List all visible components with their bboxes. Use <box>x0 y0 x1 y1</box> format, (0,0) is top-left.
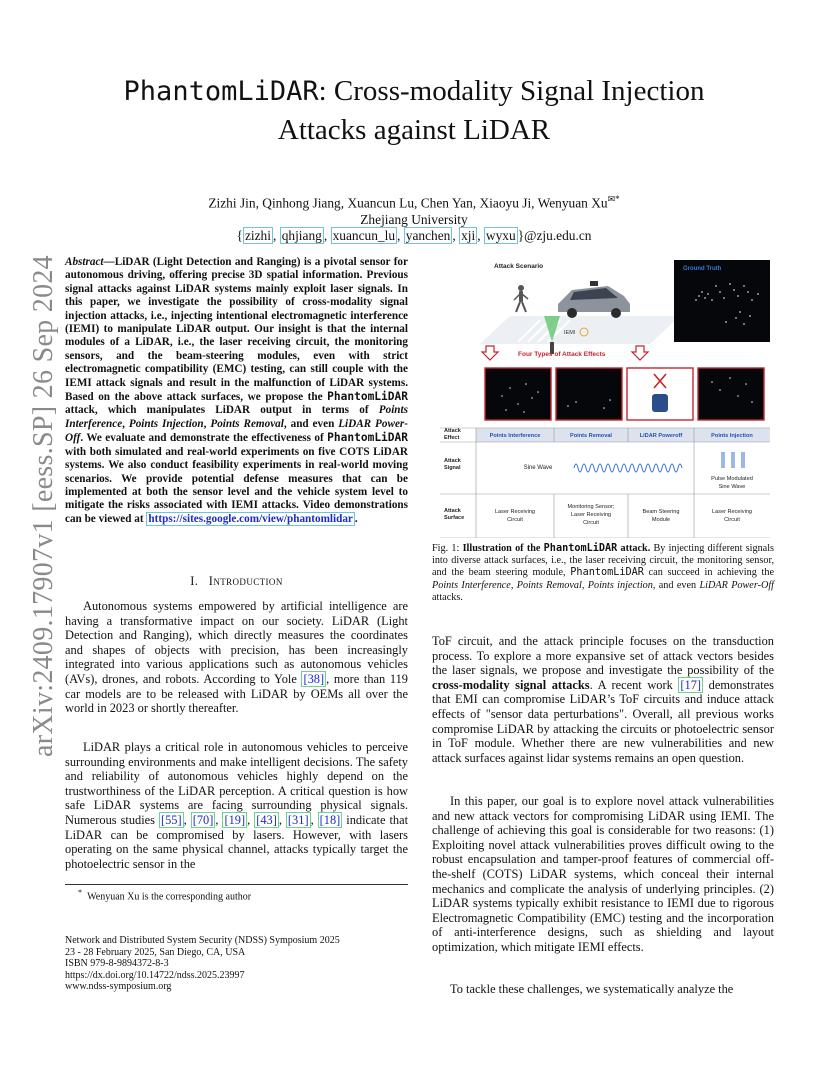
conference-isbn: ISBN 979-8-9894372-8-3 <box>65 958 169 970</box>
row-label: Attack <box>444 508 461 514</box>
caption-text: and even <box>655 579 700 591</box>
car-icon <box>558 281 630 318</box>
paragraph-text: indicate that LiDAR can be compromised by lasers. However, with lasers operating on the same physical channel, attacks typically target the photoelectric sensor in the <box>65 812 409 871</box>
figure-1 <box>440 256 774 538</box>
abstract-label: Abstract <box>65 256 104 268</box>
footnote <box>78 888 408 902</box>
paragraph-text: . A recent work <box>589 677 679 692</box>
author-names: Zizhi Jin, Qinhong Jiang, Xuancun Lu, Chen Yan, Xiaoyu Ji, Wenyuan Xu <box>208 195 608 211</box>
title-system-name: PhantomLiDAR <box>123 76 319 107</box>
abstract-text: —LiDAR (Light Detection and Ranging) is a pivotal sensor for autonomous driving, offering precise 3D spatial information. Previous signal attacks against LiDAR systems mainly exploit laser signals. In this paper, we investigate the possibility of cross-modality signal injection attacks, i.e., injecting intentional electromagnetic interference (IEMI) to manipulate LiDAR output. Our insight is that the internal modules of a LiDAR, i.e., the laser receiving circuit, the monitoring sensors, and the beam-steering modules, even with strict electromagnetic compatibility (EMC) testing, can still couple with the IEMI attack signals and result in the malfunction of LiDAR systems. Based on the above attack surfaces, we propose the <box>65 256 408 404</box>
footnote-rule <box>65 884 408 885</box>
caption-label: Fig. 1: <box>432 543 463 554</box>
pulse-label: Pulse Modulated <box>711 476 753 482</box>
row-label: Signal <box>444 465 461 471</box>
abstract-end: . <box>354 512 358 525</box>
title-line2: Attacks against LiDAR <box>277 114 551 146</box>
surface-label: Laser Receiving <box>494 509 536 515</box>
row-label: Attack <box>444 458 461 464</box>
title-line1: : Cross-modality Signal Injection <box>318 75 705 107</box>
abstract-text: attack, which manipulates LiDAR output in terms of <box>65 404 379 417</box>
email-link[interactable]: wyxu <box>485 228 516 244</box>
caption-italic: Points Interference, Points Removal, Points injection, <box>432 579 656 591</box>
surface-label: Circuit <box>583 520 599 526</box>
system-name: PhantomLiDAR <box>327 431 408 445</box>
pulse-label: Sine Wave <box>718 484 746 490</box>
right-paragraph-1 <box>432 634 774 765</box>
row-label: Surface <box>444 515 465 521</box>
citation-link[interactable]: [19] <box>224 812 246 827</box>
surface-label: Circuit <box>724 517 740 523</box>
footnote-text: Wenyuan Xu is the corresponding author <box>87 891 252 903</box>
abstract-text: . We evaluate and demonstrate the effectiveness of <box>80 432 328 445</box>
effect-panel-poweroff <box>627 368 693 420</box>
citation-link[interactable]: [18] <box>319 812 341 827</box>
system-name: PhantomLiDAR <box>543 543 618 554</box>
effect-label: Points Injection <box>711 433 753 439</box>
email-link[interactable]: qhjiang <box>281 228 322 244</box>
attack-effect: Points Interference <box>65 404 408 430</box>
attack-scenario-panel <box>480 263 680 354</box>
affiliation: Zhejiang University <box>360 211 468 227</box>
citation-link[interactable]: [43] <box>256 812 277 827</box>
paragraph-text: LiDAR plays a critical role in autonomous vehicles to perceive surrounding environments and make intelligent decisions. The safety and reliability of autonomous vehicles highly depend on the trustworthiness of the LiDAR perception. A critical question is how safe LiDAR systems are facing surrounding physical signals. Numerous studies <box>65 740 408 827</box>
paragraph-text: demonstrates that EMI can compromise LiDAR’s ToF circuits and induce attack effects of "sensor data perturbations". Overall, all previous works compromise LiDAR by attacking the circuits or photoelectric sensor in ToF module. Whether there are new vulnerabilities and new attack surfaces against lidar systems remains an open question. <box>432 677 775 765</box>
ground-truth-label: Ground Truth <box>683 266 722 272</box>
paragraph-text: , more than 119 car models are to be released with LiDAR by OEMs all over the world in 2023 or shortly thereafter. <box>65 671 408 716</box>
attack-table <box>440 428 770 538</box>
email-line: { zizhi , qhjiang , xuancun_lu , yanchen , xji , wyxu }@zju.edu.cn <box>236 228 592 244</box>
right-paragraph-2: In this paper, our goal is to explore novel attack vulnerabilities and new attack vectors for compromising LiDAR using IEMI. The challenge of achieving this goal is considerable for two reasons: (1) Exploiting novel attack vulnerabilities proves difficult owing to the robust encapsulation and tamper-proof features of commercial off-the-shelf (COTS) LiDAR systems, which conceal their internal mechanics and complicate the analysis of underlying principles. (2) LiDAR systems typically exhibit resistance to IEMI due to rigorous Electromagnetic Compatibility (EMC) testing and the incorporation of anti-interference designs, such as shielding and layout optimization, which mitigate IEMI effects. <box>432 794 774 954</box>
caption-bold: attack. <box>617 543 651 554</box>
row-label: Effect <box>444 435 460 441</box>
conference-doi: https://dx.doi.org/10.14722/ndss.2025.23997 <box>65 969 245 981</box>
email-link[interactable]: zizhi <box>244 228 271 244</box>
pulse-wave-icon <box>722 452 744 468</box>
conference-website: www.ndss-symposium.org <box>65 981 172 993</box>
lidar-device-icon <box>652 394 668 412</box>
sine-wave-icon <box>574 464 682 472</box>
surface-label: Monitoring Sensor; <box>567 504 615 510</box>
abstract-text: , and even <box>283 417 339 430</box>
effect-label: LiDAR Poweroff <box>639 433 683 439</box>
paper-title <box>60 72 768 149</box>
conference-name: Network and Distributed System Security (NDSS) Symposium 2025 <box>65 935 340 946</box>
paragraph-bold: cross-modality signal attacks <box>432 677 590 692</box>
system-name: PhantomLiDAR <box>570 567 644 579</box>
citation-link[interactable]: [38] <box>303 671 325 686</box>
caption-italic: LiDAR Power-Off <box>699 579 774 591</box>
iemi-label: IEMI <box>564 330 576 336</box>
caption-text: can succeed in achieving the <box>643 567 774 579</box>
effect-label: Points Removal <box>570 433 612 439</box>
citation-link[interactable]: [31] <box>287 812 309 827</box>
pedestrian-icon <box>514 285 528 312</box>
surface-label: Circuit <box>507 517 523 523</box>
attack-effects-title: Four Types of Attack Effects <box>518 351 606 358</box>
citation-link[interactable]: [70] <box>192 812 214 827</box>
paragraph-text: ToF circuit, and the attack principle focuses on the transduction process. To explore a more expansive set of attack vectors besides the laser signals, we propose and investigate the possibility of the <box>432 634 774 678</box>
section-title: Introduction <box>208 574 283 588</box>
caption-text: attacks. <box>432 591 463 603</box>
footnote-mark: * <box>78 888 83 897</box>
figure-caption <box>432 543 774 604</box>
email-link[interactable]: yanchen <box>405 228 451 244</box>
author-block <box>60 191 768 245</box>
effect-panel-removal <box>556 368 622 420</box>
citation-link[interactable]: [17] <box>680 677 702 692</box>
separator: , <box>203 417 211 430</box>
surface-label: Laser Receiving <box>570 512 612 518</box>
abstract-text: with both simulated and real-world experiments on five COTS LiDAR systems. We also conduct feasibility experiments in real-world moving scenarios. We provide potential defense measures that can be implemented at both the sensor level and the vehicle system level to mitigate the risks associated with IEMI attacks. Video demonstrations can be viewed at <box>65 445 408 525</box>
citation-link[interactable]: [55] <box>160 812 182 827</box>
conference-dates: 23 - 28 February 2025, San Diego, CA, USA <box>65 946 246 958</box>
sine-wave-label: Sine Wave <box>523 465 553 471</box>
abstract <box>65 256 408 526</box>
email-link[interactable]: xuancun_lu <box>332 228 396 244</box>
caption-bold: Illustration of the <box>462 543 544 554</box>
attack-effect: Points Injection <box>128 417 204 430</box>
conference-info <box>65 935 408 993</box>
effect-panel-injection <box>698 368 764 420</box>
email-link[interactable]: xji <box>461 228 476 244</box>
intro-paragraph-1 <box>65 599 408 716</box>
email-domain: @zju.edu.cn <box>524 228 592 244</box>
surface-label: Module <box>651 517 671 523</box>
attack-effect: Points Removal <box>210 417 284 430</box>
paragraph-text: Autonomous systems empowered by artificial intelligence are having a transformative impact on our society. LiDAR (Light Detection and Ranging), which directly measures the coordinates and shapes of objects with precision, has been increasingly integrated into various applications such as autonomous vehicles (AVs), drones, and robots. According to Yole <box>65 599 408 686</box>
arxiv-side-label: arXiv:2409.17907v1 [eess.SP] 26 Sep 2024 <box>28 255 59 757</box>
right-paragraph-3: To tackle these challenges, we systematically analyze the <box>450 982 734 996</box>
corresponding-mark: ✉* <box>607 194 620 204</box>
row-label: Attack <box>444 428 461 434</box>
section-number: I. <box>190 574 199 588</box>
separator: , <box>122 417 129 430</box>
attack-effect: LiDAR Power-Off <box>65 417 408 445</box>
section-heading <box>65 574 408 589</box>
intro-paragraph-2: LiDAR plays a critical role in autonomous vehicles to perceive surrounding environments and make intelligent decisions. The safety and reliability of autonomous vehicles highly depend on the trustworthiness of the LiDAR perception. A critical question is how safe LiDAR systems are facing surrounding physical signals. Numerous studies [55] , [70] , [19] , [43] , [31] , [18] indicate that LiDAR can be compromised by lasers. However, with lasers operating on the same physical channel, attacks typically target the photoelectric sensor in the <box>65 740 409 871</box>
surface-label: Beam Steering <box>642 509 680 515</box>
attack-scenario-label: Attack Scenario <box>494 263 544 270</box>
effect-label: Points Interference <box>489 433 541 439</box>
caption-text: By injecting different signals into diverse attack surfaces, i.e., the laser receiving circuit, the monitoring sensor, and the beam steering module, <box>432 543 774 579</box>
system-name: PhantomLiDAR <box>327 390 408 404</box>
surface-label: Laser Receiving <box>711 509 753 515</box>
ground-truth-panel <box>674 260 770 342</box>
effect-panel-interference <box>485 368 551 420</box>
video-link[interactable]: https://sites.google.com/view/phantomlidar <box>148 512 353 525</box>
